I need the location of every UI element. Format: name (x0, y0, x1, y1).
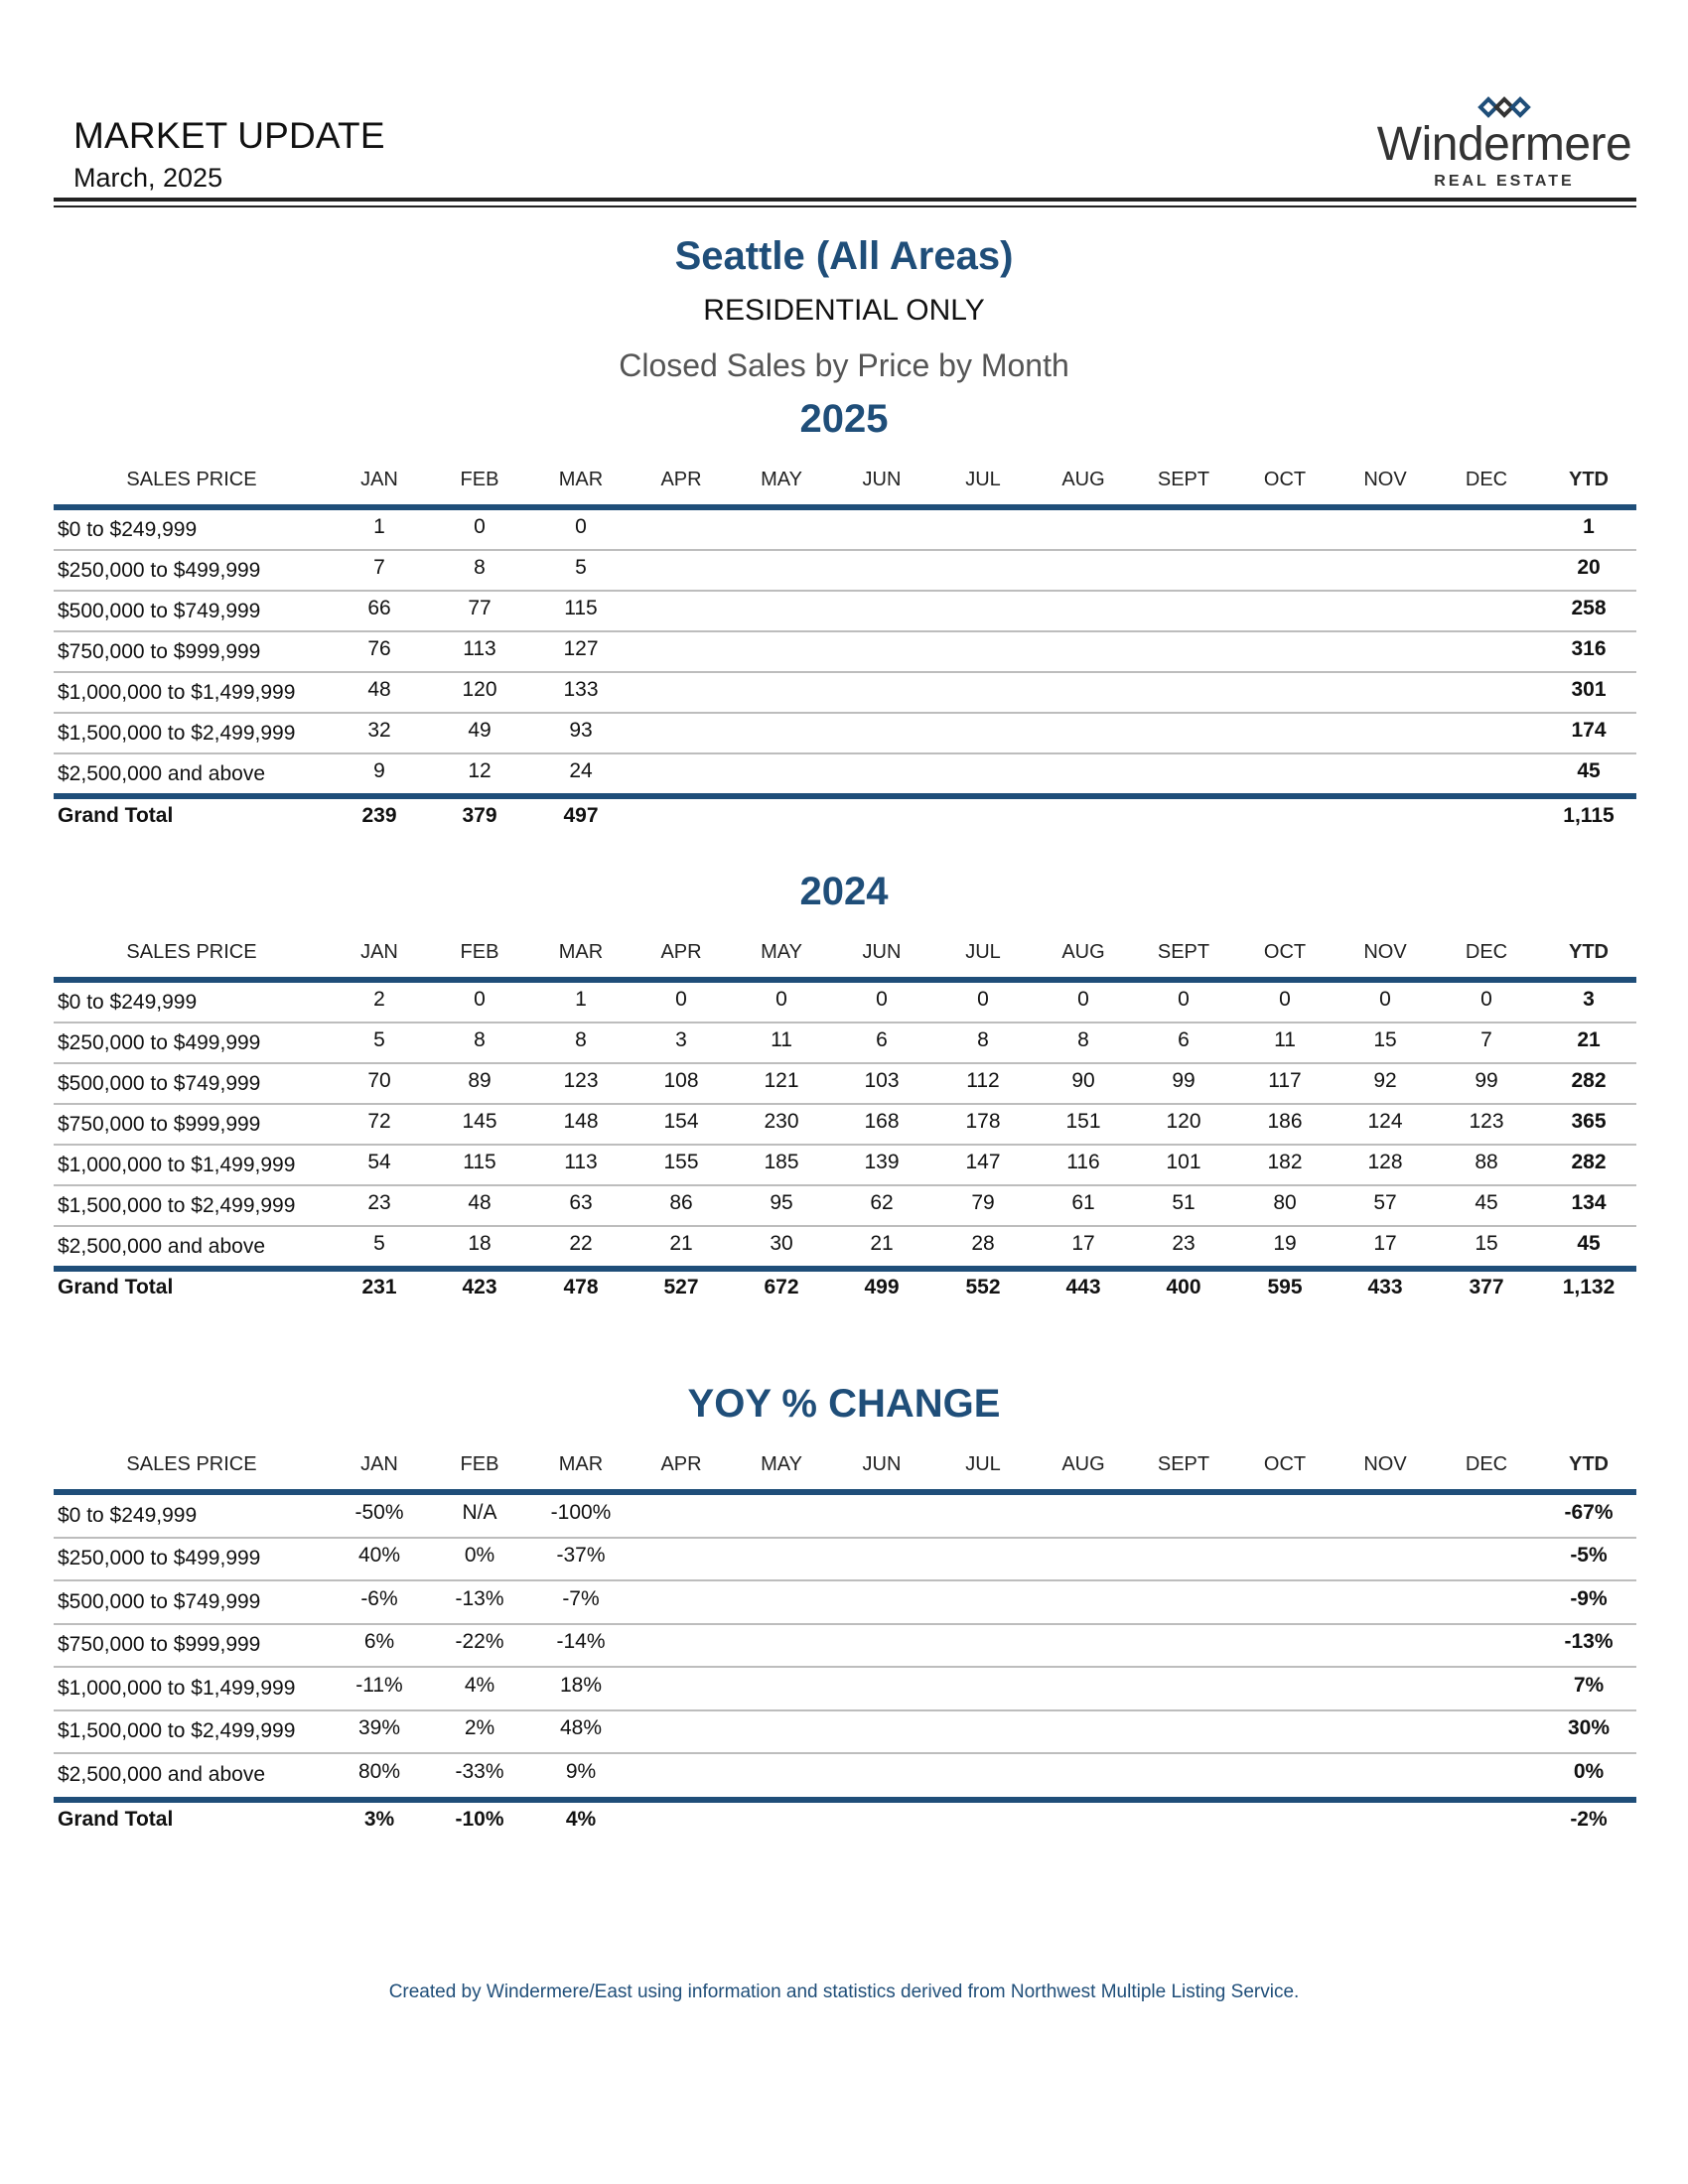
table-cell: -33% (455, 1759, 504, 1783)
row-label: $1,000,000 to $1,499,999 (58, 1676, 296, 1700)
table-cell: 1 (575, 987, 587, 1011)
total-cell: 595 (1267, 1276, 1303, 1298)
table-cell: 101 (1166, 1150, 1201, 1173)
footer-note: Created by Windermere/East using information and statistics derived from Northwest Multiple Listing Service. (388, 1981, 1300, 2002)
table-cell: 103 (864, 1068, 900, 1092)
row-label: $500,000 to $749,999 (58, 599, 261, 622)
report-date: March, 2025 (73, 163, 223, 193)
table-cell: 230 (764, 1109, 799, 1133)
table-cell: 301 (1571, 677, 1607, 701)
table-row (54, 1024, 1636, 1064)
column-header: MAY (761, 941, 802, 963)
column-header-sales-price: SALES PRICE (126, 1453, 257, 1475)
table-cell: 19 (1273, 1231, 1297, 1255)
table-cell: 30 (770, 1231, 793, 1255)
table-cell: 61 (1071, 1190, 1095, 1214)
table-cell: 15 (1373, 1027, 1397, 1051)
scope-label: RESIDENTIAL ONLY (703, 294, 985, 327)
table-cell: 8 (575, 1027, 587, 1051)
row-label: $250,000 to $499,999 (58, 1030, 261, 1054)
table-row (54, 510, 1636, 551)
row-label: $1,000,000 to $1,499,999 (58, 1153, 296, 1176)
table-cell: 95 (770, 1190, 793, 1214)
table-cell: 99 (1172, 1068, 1196, 1092)
column-header: OCT (1263, 469, 1307, 490)
table-cell: 123 (1469, 1109, 1504, 1133)
row-label: $500,000 to $749,999 (58, 1071, 261, 1095)
table-cell: 51 (1172, 1190, 1196, 1214)
table-cell: 174 (1571, 718, 1607, 742)
column-header: NOV (1363, 1453, 1407, 1475)
table-cell: 127 (563, 636, 599, 660)
table-cell: 21 (1577, 1027, 1601, 1051)
table-cell: -7% (562, 1586, 600, 1610)
table-cell: 3 (675, 1027, 687, 1051)
column-header: JAN (360, 1453, 398, 1475)
total-cell: 3% (363, 1808, 395, 1831)
row-label: $750,000 to $999,999 (58, 1112, 261, 1136)
table-cell: 116 (1066, 1150, 1100, 1173)
table-cell: 128 (1367, 1150, 1403, 1173)
total-cell: 379 (462, 804, 497, 827)
table-cell: 17 (1373, 1231, 1397, 1255)
column-header: APR (660, 1453, 702, 1475)
column-header: JUL (965, 941, 1001, 963)
total-cell: 239 (361, 804, 397, 827)
table-cell: 0 (1077, 987, 1089, 1011)
column-header: JAN (360, 469, 398, 490)
table-cell: 113 (463, 636, 496, 660)
table-cell: 168 (864, 1109, 900, 1133)
table-header-row (54, 941, 1636, 971)
table-cell: 124 (1367, 1109, 1403, 1133)
table-cell: 5 (373, 1027, 385, 1051)
table-row (54, 632, 1636, 673)
table-cell: 186 (1267, 1109, 1303, 1133)
table-cell: 20 (1577, 555, 1601, 579)
table-cell: 40% (357, 1544, 401, 1568)
table-cell: 48% (559, 1716, 603, 1740)
row-label: $750,000 to $999,999 (58, 1633, 261, 1657)
table-cell: 0% (464, 1544, 495, 1568)
total-cell: 4% (565, 1808, 597, 1831)
column-header: DEC (1465, 941, 1508, 963)
grand-total-label: Grand Total (58, 1808, 174, 1831)
table-row (54, 1227, 1636, 1268)
column-header: SEPT (1157, 469, 1210, 490)
table-row (54, 983, 1636, 1024)
table-cell: 21 (870, 1231, 894, 1255)
table-row (54, 1064, 1636, 1105)
table-cell: 258 (1571, 596, 1607, 619)
table-cell: 182 (1267, 1150, 1303, 1173)
grand-total-row (54, 1804, 1636, 1840)
grand-total-row (54, 800, 1636, 836)
table-cell: -11% (355, 1673, 403, 1697)
table-cell: 0 (876, 987, 888, 1011)
company-logo (1375, 95, 1633, 195)
table-cell: 66 (367, 596, 391, 619)
table-row (54, 592, 1636, 632)
table-cell: 86 (669, 1190, 693, 1214)
total-cell: -2% (1570, 1808, 1608, 1831)
table-cell: 12 (468, 758, 492, 782)
table-cell: 18% (559, 1673, 603, 1697)
total-cell: 478 (563, 1276, 599, 1298)
table-cell: 28 (971, 1231, 995, 1255)
table-cell: -13% (1564, 1630, 1614, 1654)
table-cell: 0 (575, 514, 587, 538)
table-cell: 123 (563, 1068, 599, 1092)
table-cell: 63 (569, 1190, 593, 1214)
column-header-sales-price: SALES PRICE (126, 941, 257, 963)
column-header: DEC (1465, 469, 1508, 490)
column-header: FEB (460, 469, 499, 490)
table-cell: 80 (1273, 1190, 1297, 1214)
table-cell: 57 (1373, 1190, 1397, 1214)
table-row (54, 1186, 1636, 1227)
table-cell: 24 (569, 758, 593, 782)
table-cell: 89 (468, 1068, 492, 1092)
row-label: $1,500,000 to $2,499,999 (58, 1193, 296, 1217)
table-cell: 1 (1583, 514, 1595, 538)
table-cell: 154 (663, 1109, 699, 1133)
table-cell: 45 (1475, 1190, 1498, 1214)
logo-wordmark: Windermere (1376, 118, 1632, 171)
column-header: JUN (862, 1453, 902, 1475)
table-cell: 39% (357, 1716, 401, 1740)
column-header: YTD (1569, 941, 1609, 963)
table-cell: 76 (367, 636, 391, 660)
table-cell: 185 (764, 1150, 799, 1173)
table-cell: 282 (1571, 1150, 1607, 1173)
table-cell: 21 (669, 1231, 693, 1255)
table-cell: 88 (1475, 1150, 1498, 1173)
table-cell: 0 (675, 987, 687, 1011)
page-title: MARKET UPDATE (73, 115, 385, 156)
table-cell: 4% (464, 1673, 495, 1697)
header-rule-thick (54, 198, 1636, 202)
row-label: $250,000 to $499,999 (58, 1547, 261, 1570)
column-header: OCT (1263, 941, 1307, 963)
table-cell: -50% (354, 1500, 404, 1524)
column-header: AUG (1061, 1453, 1105, 1475)
table-cell: 115 (564, 596, 598, 619)
table-cell: 139 (864, 1150, 900, 1173)
total-cell: 231 (361, 1276, 397, 1298)
table-cell: 108 (663, 1068, 699, 1092)
table-cell: 32 (367, 718, 391, 742)
column-header: NOV (1363, 469, 1407, 490)
table-row (54, 1495, 1636, 1539)
table-cell: 0 (1480, 987, 1492, 1011)
table-cell: 148 (563, 1109, 599, 1133)
row-label: $0 to $249,999 (58, 990, 198, 1014)
row-label: $750,000 to $999,999 (58, 639, 261, 663)
table-row (54, 1711, 1636, 1755)
total-cell: 443 (1065, 1276, 1101, 1298)
table-header-row (54, 1453, 1636, 1483)
total-cell: 1,132 (1562, 1276, 1616, 1298)
table-cell: 113 (564, 1150, 598, 1173)
table-cell: 120 (1166, 1109, 1201, 1133)
table-cell: -6% (360, 1586, 398, 1610)
table-row (54, 551, 1636, 592)
table-row (54, 714, 1636, 754)
table-cell: 178 (965, 1109, 1001, 1133)
table-cell: 18 (468, 1231, 492, 1255)
table-cell: 92 (1373, 1068, 1397, 1092)
table-cell: 0 (1178, 987, 1190, 1011)
grand-total-label: Grand Total (58, 1276, 174, 1298)
table-cell: -9% (1570, 1586, 1608, 1610)
table-cell: -22% (455, 1630, 504, 1654)
table-cell: 282 (1571, 1068, 1607, 1092)
table-cell: 120 (462, 677, 497, 701)
column-header: MAR (558, 1453, 604, 1475)
row-label: $2,500,000 and above (58, 1234, 266, 1258)
column-header: YTD (1569, 469, 1609, 490)
table-row (54, 1146, 1636, 1186)
column-header: MAR (558, 469, 604, 490)
table-cell: 0 (775, 987, 787, 1011)
table-cell: 145 (462, 1109, 497, 1133)
table-title: 2024 (799, 870, 889, 913)
table-cell: 5 (575, 555, 587, 579)
table-cell: 48 (468, 1190, 492, 1214)
table-cell: 90 (1071, 1068, 1095, 1092)
row-label: $1,500,000 to $2,499,999 (58, 721, 296, 745)
table-cell: 62 (870, 1190, 894, 1214)
table-cell: 121 (764, 1068, 799, 1092)
row-label: $500,000 to $749,999 (58, 1589, 261, 1613)
row-label: $2,500,000 and above (58, 1762, 266, 1786)
table-cell: 48 (367, 677, 391, 701)
table-cell: 365 (1571, 1109, 1607, 1133)
table-row (54, 1625, 1636, 1669)
table-cell: -5% (1570, 1544, 1608, 1568)
table-cell: 22 (569, 1231, 593, 1255)
column-header: YTD (1569, 1453, 1609, 1475)
table-header-row (54, 469, 1636, 498)
table-cell: 9 (373, 758, 385, 782)
total-cell: 672 (764, 1276, 799, 1298)
table-cell: 54 (367, 1150, 391, 1173)
table-cell: 151 (1065, 1109, 1101, 1133)
column-header: DEC (1465, 1453, 1508, 1475)
table-cell: 45 (1577, 758, 1601, 782)
table-cell: 15 (1475, 1231, 1498, 1255)
table-cell: 23 (367, 1190, 391, 1214)
table-cell: 72 (367, 1109, 391, 1133)
column-header: JAN (360, 941, 398, 963)
column-header: JUL (965, 469, 1001, 490)
table-cell: 6% (363, 1630, 395, 1654)
table-cell: 133 (563, 677, 599, 701)
column-header: FEB (460, 1453, 499, 1475)
table-cell: -67% (1564, 1500, 1614, 1524)
table-cell: 2% (464, 1716, 495, 1740)
table-cell: 7 (1480, 1027, 1492, 1051)
table-cell: 1 (373, 514, 385, 538)
table-cell: 17 (1071, 1231, 1095, 1255)
total-cell: 433 (1367, 1276, 1403, 1298)
total-cell: 497 (563, 804, 599, 827)
column-header: AUG (1061, 469, 1105, 490)
row-label: $0 to $249,999 (58, 517, 198, 541)
table-cell: 11 (1274, 1027, 1296, 1051)
table-cell: 9% (565, 1759, 597, 1783)
grand-total-row (54, 1272, 1636, 1307)
table-cell: 5 (373, 1231, 385, 1255)
table-title: YOY % CHANGE (687, 1382, 1001, 1426)
column-header: APR (660, 469, 702, 490)
table-cell: 0 (977, 987, 989, 1011)
column-header: SEPT (1157, 1453, 1210, 1475)
table-row (54, 1581, 1636, 1625)
total-cell: 499 (864, 1276, 900, 1298)
row-label: $2,500,000 and above (58, 761, 266, 785)
row-label: $250,000 to $499,999 (58, 558, 261, 582)
total-divider (54, 1797, 1636, 1803)
column-header: JUN (862, 941, 902, 963)
table-cell: 11 (771, 1027, 792, 1051)
report-subtitle: Closed Sales by Price by Month (619, 347, 1069, 383)
column-header: MAY (761, 469, 802, 490)
table-cell: 316 (1571, 636, 1607, 660)
table-cell: 7 (373, 555, 385, 579)
total-cell: 1,115 (1563, 804, 1615, 827)
table-cell: 7% (1573, 1673, 1605, 1697)
table-cell: 134 (1571, 1190, 1607, 1214)
table-cell: -100% (550, 1500, 612, 1524)
table-cell: 8 (474, 1027, 486, 1051)
table-title: 2025 (799, 397, 889, 441)
table-row (54, 1754, 1636, 1798)
table-cell: 115 (463, 1150, 496, 1173)
column-header: FEB (460, 941, 499, 963)
table-cell: -13% (455, 1586, 504, 1610)
table-cell: 0 (1279, 987, 1291, 1011)
total-cell: -10% (455, 1808, 504, 1831)
table-row (54, 1105, 1636, 1146)
table-cell: 70 (367, 1068, 391, 1092)
row-label: $1,500,000 to $2,499,999 (58, 1719, 296, 1743)
table-cell: -14% (556, 1630, 606, 1654)
area-title: Seattle (All Areas) (674, 234, 1014, 278)
table-row (54, 1668, 1636, 1711)
column-header: NOV (1363, 941, 1407, 963)
table-cell: -37% (556, 1544, 606, 1568)
table-cell: 147 (965, 1150, 1001, 1173)
total-cell: 527 (663, 1276, 699, 1298)
column-header: AUG (1061, 941, 1105, 963)
table-cell: 6 (1178, 1027, 1190, 1051)
column-header: SEPT (1157, 941, 1210, 963)
table-cell: 23 (1172, 1231, 1196, 1255)
table-cell: 49 (468, 718, 492, 742)
table-cell: 2 (373, 987, 385, 1011)
table-cell: 77 (468, 596, 492, 619)
table-cell: 0% (1573, 1759, 1605, 1783)
column-header: OCT (1263, 1453, 1307, 1475)
table-cell: 8 (474, 555, 486, 579)
table-cell: N/A (462, 1500, 497, 1524)
table-row (54, 754, 1636, 795)
table-cell: 93 (569, 718, 593, 742)
table-cell: 117 (1268, 1068, 1302, 1092)
column-header: JUL (965, 1453, 1001, 1475)
row-label: $1,000,000 to $1,499,999 (58, 680, 296, 704)
column-header: JUN (862, 469, 902, 490)
total-cell: 552 (965, 1276, 1001, 1298)
total-cell: 423 (462, 1276, 497, 1298)
table-row (54, 1539, 1636, 1582)
table-cell: 0 (1379, 987, 1391, 1011)
table-cell: 45 (1577, 1231, 1601, 1255)
table-cell: 80% (357, 1759, 401, 1783)
table-cell: 79 (971, 1190, 995, 1214)
table-cell: 112 (966, 1068, 1000, 1092)
table-cell: 30% (1567, 1716, 1611, 1740)
table-cell: 99 (1475, 1068, 1498, 1092)
table-row (54, 673, 1636, 714)
table-cell: 6 (876, 1027, 888, 1051)
column-header: MAY (761, 1453, 802, 1475)
table-cell: 8 (1077, 1027, 1089, 1051)
table-cell: 8 (977, 1027, 989, 1051)
column-header: APR (660, 941, 702, 963)
column-header: MAR (558, 941, 604, 963)
total-cell: 400 (1166, 1276, 1201, 1298)
table-cell: 0 (474, 987, 486, 1011)
grand-total-label: Grand Total (58, 804, 174, 827)
table-cell: 0 (474, 514, 486, 538)
total-cell: 377 (1469, 1276, 1504, 1298)
row-label: $0 to $249,999 (58, 1503, 198, 1527)
table-cell: 155 (663, 1150, 699, 1173)
total-divider (54, 793, 1636, 799)
logo-subtitle: REAL ESTATE (1434, 173, 1575, 190)
column-header-sales-price: SALES PRICE (126, 469, 257, 490)
table-cell: 3 (1583, 987, 1595, 1011)
header-rule-thin (54, 205, 1636, 207)
